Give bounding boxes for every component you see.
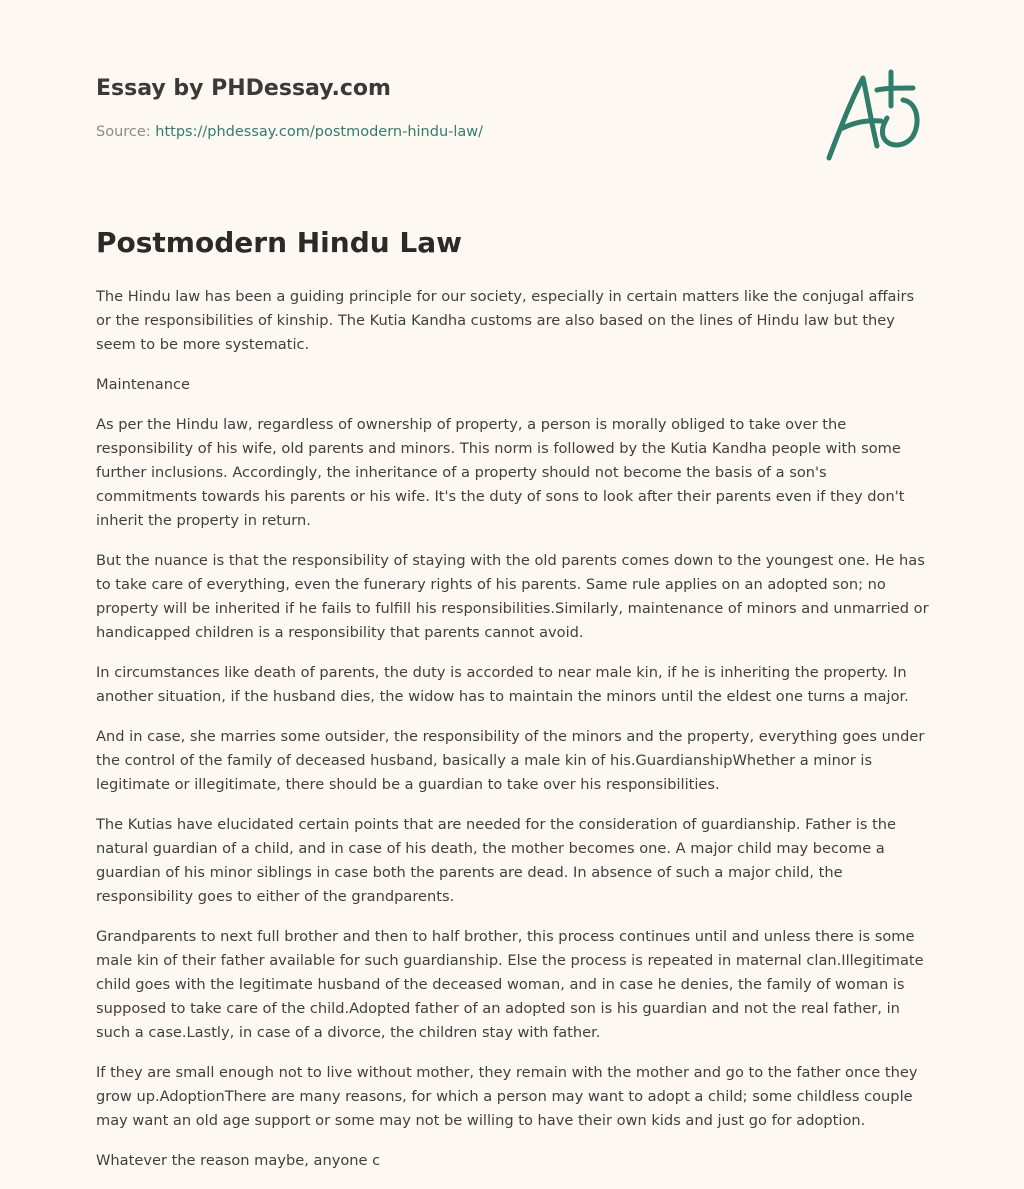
paragraph: If they are small enough not to live without mother, they remain with the mother and go to the father once they grow up.AdoptionThere are many reasons, for which a person may want to adopt a child; some childless couple may want an old age support or some may not be willing to have their own kids and just go for adoption. xyxy=(96,1064,918,1129)
paragraph: But the nuance is that the responsibility of staying with the old parents comes down to the youngest one. He has to take care of everything, even the funerary rights of his parents. Same rule applies on an adopted son; no property will be inherited if he fails to fulfill his responsibilities.Similarly, maintenance of minors and unmarried or handicapped children is a responsibility that parents cannot avoid. xyxy=(96,552,929,641)
paragraph: In circumstances like death of parents, the duty is accorded to near male kin, if he is inheriting the property. In another situation, if the husband dies, the widow has to maintain the minors until the eldest one turns a major. xyxy=(96,664,909,705)
source-label: Source: xyxy=(96,124,151,140)
paragraph: As per the Hindu law, regardless of ownership of property, a person is morally obliged to take over the responsibility of his wife, old parents and minors. This norm is followed by the Kutia Kandha people with some further inclusions. Accordingly, the inheritance of a property should not become the basis of a son's commitments towards his parents or his wife. It's the duty of sons to look after their parents even if they don't inherit the property in return. xyxy=(96,416,905,529)
essay-title: Postmodern Hindu Law xyxy=(96,226,463,259)
site-header-title: Essay by PHDessay.com xyxy=(96,76,391,101)
paragraph: The Kutias have elucidated certain points that are needed for the consideration of guardianship. Father is the natural guardian of a child, and in case of his death, the mother becomes one. A major child may become a guardian of his minor siblings in case both the parents are dead. In absence of such a major child, the responsibility goes to either of the grandparents. xyxy=(96,816,897,905)
paragraph: Maintenance xyxy=(96,376,190,393)
a-plus-grade-icon xyxy=(821,66,931,166)
paragraph: Whatever the reason maybe, anyone c xyxy=(96,1152,381,1169)
source-link[interactable]: https://phdessay.com/postmodern-hindu-law/ xyxy=(155,124,484,140)
paragraph: And in case, she marries some outsider, the responsibility of the minors and the property, everything goes under the control of the family of deceased husband, basically a male kin of his.GuardianshipWhether a minor is legitimate or illegitimate, there should be a guardian to take over his responsibilities. xyxy=(96,728,925,793)
paragraph: Grandparents to next full brother and then to half brother, this process continues until and unless there is some male kin of their father available for such guardianship. Else the process is repeated in maternal clan.Illegitimate child goes with the legitimate husband of the deceased woman, and in case he denies, the family of woman is supposed to take care of the child.Adopted father of an adopted son is his guardian and not the real father, in such a case.Lastly, in case of a divorce, the children stay with father. xyxy=(96,928,924,1041)
source-line xyxy=(96,124,483,140)
paragraph: The Hindu law has been a guiding principle for our society, especially in certain matters like the conjugal affairs or the responsibilities of kinship. The Kutia Kandha customs are also based on the lines of Hindu law but they seem to be more systematic. xyxy=(96,288,915,353)
essay-body xyxy=(96,285,932,1189)
